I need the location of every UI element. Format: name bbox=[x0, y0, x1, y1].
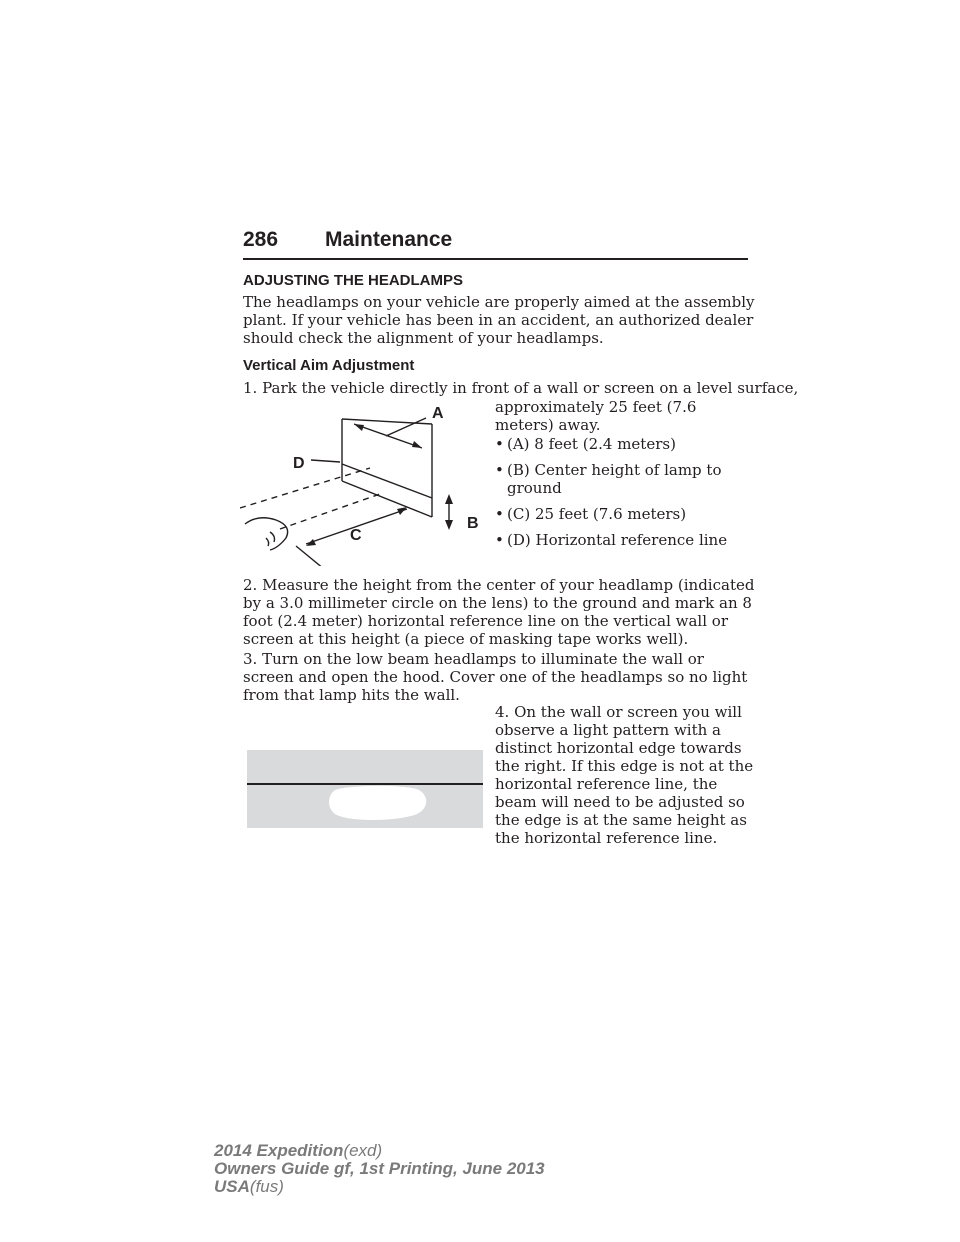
footer-printing: Owners Guide gf, 1st Printing, June 2013 bbox=[214, 1159, 545, 1178]
page-number: 286 bbox=[243, 228, 279, 251]
article-title: ADJUSTING THE HEADLAMPS bbox=[243, 272, 464, 289]
section-title: Maintenance bbox=[325, 228, 453, 251]
step-2-paragraph: 2. Measure the height from the center of your headlamp (indicated by a 3.0 millimeter circle on the lens) to the ground and mark an 8 foot (2.4 meter) horizontal reference line on the vertical wall or screen at this height (a piece of masking tape works well). bbox=[243, 576, 755, 648]
legend-item-b: • (B) Center height of lamp to ground bbox=[495, 461, 722, 497]
footer-market: USA(fus) bbox=[214, 1177, 284, 1196]
label-d: D bbox=[293, 455, 305, 472]
label-c: C bbox=[350, 527, 362, 544]
legend-item-c: • (C) 25 feet (7.6 meters) bbox=[495, 505, 687, 523]
header-rule bbox=[243, 258, 748, 260]
headlamp-aim-diagram bbox=[240, 396, 490, 566]
step-3-paragraph: 3. Turn on the low beam headlamps to illuminate the wall or screen and open the hood. Cover one of the headlamps so no light from that lamp hits the wall. bbox=[243, 650, 748, 704]
label-a: A bbox=[432, 405, 444, 422]
diagram-legend bbox=[495, 435, 760, 557]
subheading-vertical-aim: Vertical Aim Adjustment bbox=[243, 357, 415, 374]
label-b: B bbox=[467, 515, 479, 532]
step-4-paragraph: 4. On the wall or screen you will observe a light pattern with a distinct horizontal edge towards the right. If this edge is not at the horizontal reference line, the beam will need to be adjusted so the edge is at the same height as the horizontal reference line. bbox=[495, 703, 754, 847]
intro-paragraph: The headlamps on your vehicle are properly aimed at the assembly plant. If your vehicle has been in an accident, an authorized dealer should check the alignment of your headlamps. bbox=[243, 293, 755, 347]
legend-item-a: • (A) 8 feet (2.4 meters) bbox=[495, 435, 676, 453]
step-1-continuation: approximately 25 feet (7.6 meters) away. bbox=[495, 398, 697, 434]
beam-pattern-illustration bbox=[247, 750, 483, 828]
legend-item-d: • (D) Horizontal reference line bbox=[495, 531, 728, 549]
step-1-first-line: 1. Park the vehicle directly in front of a wall or screen on a level surface, bbox=[243, 379, 799, 397]
footer-model: 2014 Expedition(exd) bbox=[214, 1141, 383, 1160]
